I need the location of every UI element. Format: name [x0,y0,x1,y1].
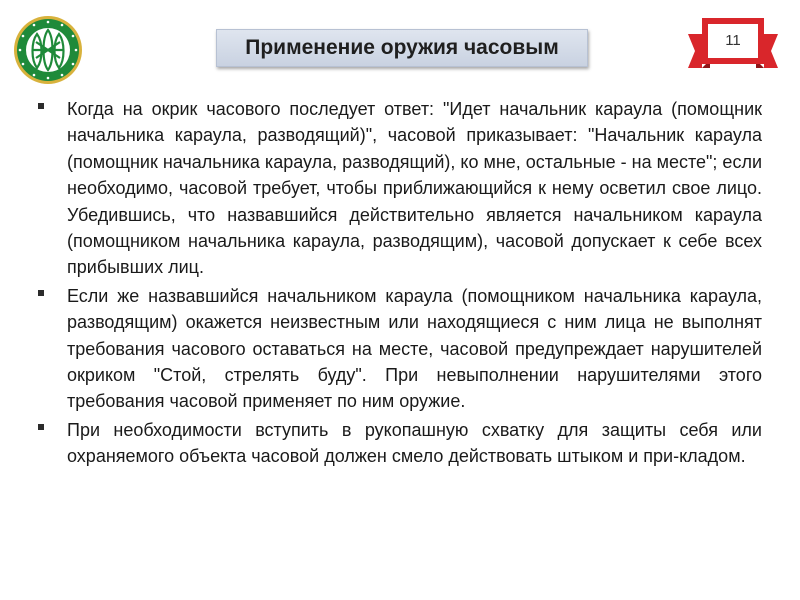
bullet-text: При необходимости вступить в рукопашную схватку для защиты себя или охраняемого объекта часовой должен смело действовать штыком и при-кладом. [67,419,762,467]
bullet-text: Если же назвавшийся начальником караула (помощником начальника караула, разводящим) окажется неизвестным или находящиеся с ним лица не выполнят требования часового оставаться на месте, часовой предупреждает нарушителей окриком "Стой, стрелять буду". При невыполнении нарушителями этого требования часовой применяет по ним оружие. [67,285,762,412]
list-item [38,283,762,415]
square-bullet-icon [38,424,44,430]
slide-title: Применение оружия часовым [245,36,559,59]
title-box [216,29,588,67]
bullet-text: Когда на окрик часового последует ответ: "Идет начальник караула (помощник начальника караула, разводящий)", часовой приказывает: "Начальник караула (помощник начальника караула, разводящий), ко мне, остальные - на месте"; если необходимо, часовой требует, чтобы приближающийся к нему осветил свое лицо. Убедившись, что назвавшийся действительно является начальником караула (помощником начальника караула, разводящим), часовой допускает к себе всех прибывших лиц. [67,99,762,278]
page-number: 11 [725,32,741,49]
list-item [38,96,762,281]
list-item [38,417,762,470]
square-bullet-icon [38,103,44,109]
emblem-logo-icon [12,14,84,86]
bullet-list [38,96,762,472]
square-bullet-icon [38,290,44,296]
